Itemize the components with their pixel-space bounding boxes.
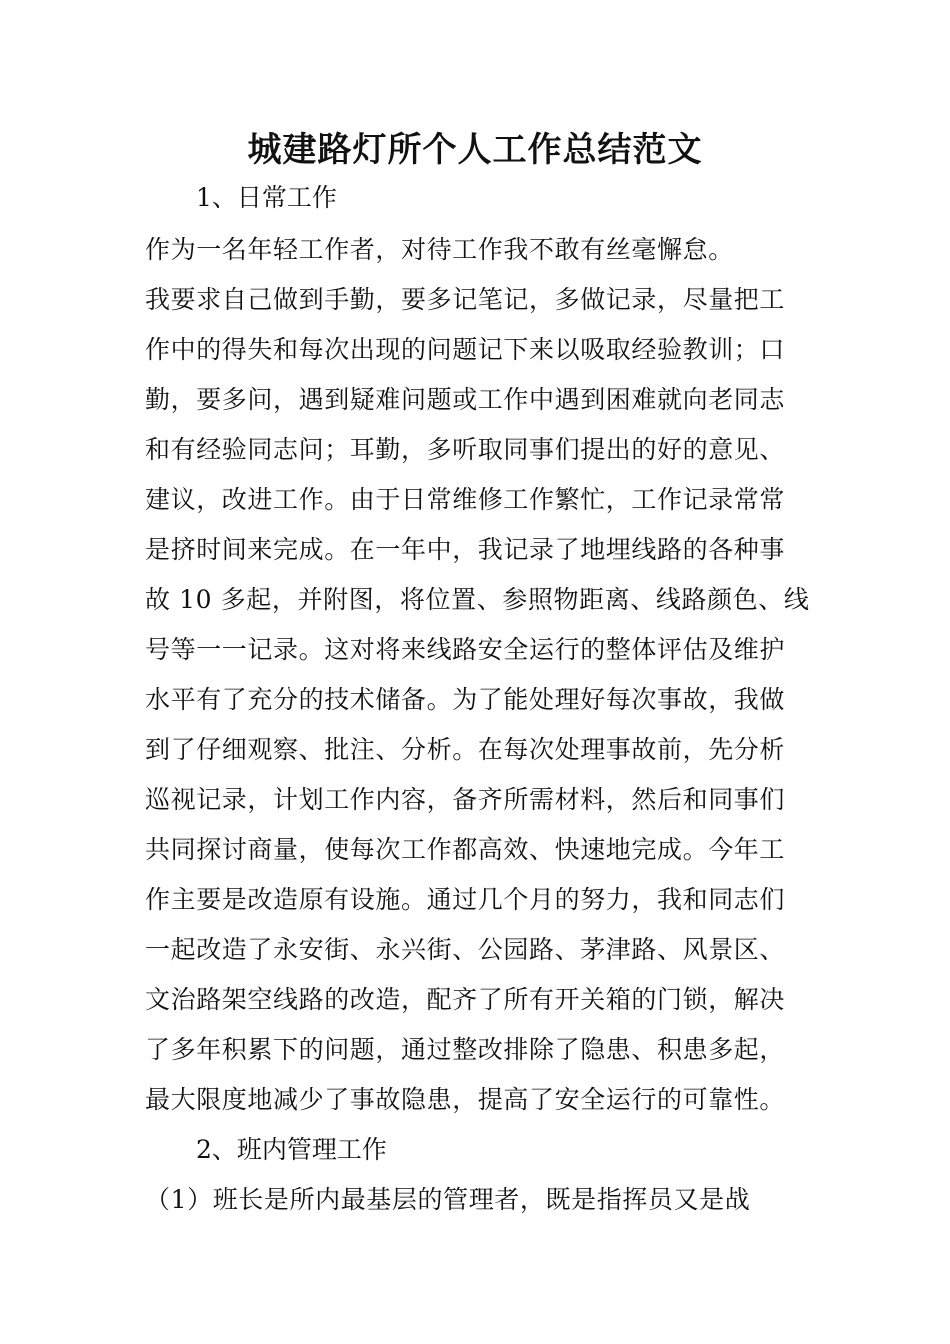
- section-heading-daily-work: 1、日常工作: [196, 183, 337, 212]
- paragraph-line: 一起改造了永安街、永兴街、公园路、茅津路、风景区、: [145, 935, 786, 964]
- paragraph-line: 共同探讨商量，使每次工作都高效、快速地完成。今年工: [145, 835, 786, 864]
- section-heading-team-management: 2、班内管理工作: [196, 1135, 387, 1164]
- paragraph-line: 故 10 多起，并附图，将位置、参照物距离、线路颜色、线: [145, 585, 810, 614]
- paragraph-line: 了多年积累下的问题，通过整改排除了隐患、积患多起，: [145, 1035, 786, 1064]
- document-title: 城建路灯所个人工作总结范文: [247, 130, 703, 170]
- paragraph-line: 建议，改进工作。由于日常维修工作繁忙，工作记录常常: [145, 485, 786, 514]
- paragraph-line: 是挤时间来完成。在一年中，我记录了地埋线路的各种事: [145, 535, 786, 564]
- paragraph-line: 作为一名年轻工作者，对待工作我不敢有丝毫懈怠。: [145, 235, 734, 264]
- paragraph-line: 勤，要多问，遇到疑难问题或工作中遇到困难就向老同志: [145, 385, 786, 414]
- paragraph-line: 号等一一记录。这对将来线路安全运行的整体评估及维护: [145, 635, 786, 664]
- paragraph-line: 作中的得失和每次出现的问题记下来以吸取经验教训；口: [145, 335, 786, 364]
- paragraph-line: 到了仔细观察、批注、分析。在每次处理事故前，先分析: [145, 735, 786, 764]
- paragraph-line: 文治路架空线路的改造，配齐了所有开关箱的门锁，解决: [145, 985, 786, 1014]
- paragraph-line: 我要求自己做到手勤，要多记笔记，多做记录，尽量把工: [145, 285, 786, 314]
- paragraph-line: 作主要是改造原有设施。通过几个月的努力，我和同志们: [145, 885, 786, 914]
- paragraph-line: 巡视记录，计划工作内容，备齐所需材料，然后和同事们: [145, 785, 786, 814]
- paragraph-line: （1）班长是所内最基层的管理者，既是指挥员又是战: [145, 1185, 751, 1214]
- paragraph-line: 和有经验同志问；耳勤，多听取同事们提出的好的意见、: [145, 435, 786, 464]
- paragraph-line: 水平有了充分的技术储备。为了能处理好每次事故，我做: [145, 685, 786, 714]
- paragraph-line: 最大限度地减少了事故隐患，提高了安全运行的可靠性。: [145, 1085, 786, 1114]
